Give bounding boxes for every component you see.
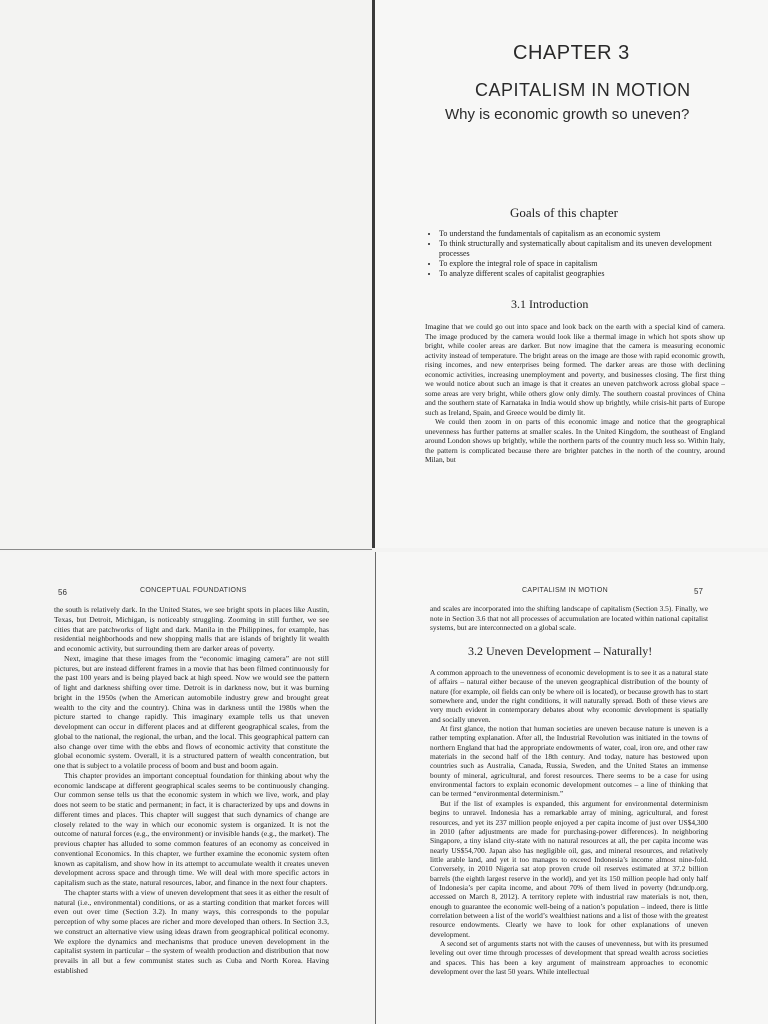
paragraph: But if the list of examples is expanded, this argument for environmental determinism begins to unravel. Indonesia has a remarkable array of mining, agricultural, and forest resources, and yet its 237 million people enjoyed a per capita income of just over US$4,300 in 2010 (after adjustments are made for purchasing-power differences). In neighboring Singapore, a tiny island city-state with no natural resources at all, the per capita income was nearly US$54,700. Japan also has negligible oil, gas, and mineral resources, and relatively little arable land, and yet it too manages to exceed Indonesia’s income almost nine-fold. Conversely, in 2010 Nigeria sat atop proven crude oil reserves estimated at 37.2 billion barrels (the eighth largest reserve in the world), and yet its 150 million people had only half of Indonesia’s per capita income, and about 70% of them lived in poverty (hdr.undp.org, accessed on March 8, 2012). A territory replete with industrial raw materials is not, then, enough to guarantee the economic well-being of a nation’s population – indeed, there is little correlation between a list of the world’s wealthiest nations and a list of those with the greatest resource endowments. Clearly we have to look for other explanations of uneven development. (430, 798, 708, 939)
page-number: 56 (58, 588, 67, 597)
section-heading-uneven-development: 3.2 Uneven Development – Naturally! (468, 644, 653, 658)
running-head: CAPITALISM IN MOTION (522, 587, 608, 594)
section-heading-introduction: 3.1 Introduction (511, 297, 589, 311)
chapter-opener-page (375, 0, 768, 548)
page-57 (376, 552, 768, 1024)
page-number: 57 (694, 587, 703, 596)
paragraph: the south is relatively dark. In the United States, we see bright spots in places like Austin, Texas, but Detroit, Michigan, is noticeably struggling. Zooming in still further, we see cities that are patchworks of light and dark. Manila in the Philippines, for example, has residential neighborhoods and new shopping malls that are islands of brightly lit wealth and economic activity, but surrounding them are darker areas of poverty. (54, 605, 329, 653)
page-57-intro (430, 604, 708, 633)
goals-item: • To explore the integral role of space in capitalism (439, 259, 739, 269)
paragraph: This chapter provides an important conceptual foundation for thinking about why the economic landscape at different geographical scales seems to be continuously changing. Our common sense tells us that the economic system in which we live, work, and play does not seem to be static and permanent; in fact, it is characterized by ups and downs in different times and places. This chapter will suggest that such dynamics of change are closely related to the way in which our economic system is organized. It is not the outcome of natural forces (e.g., the environment) or invisible hands (e.g., the market). The previous chapter has alluded to some common features of an economy as conceived in conventional Economics. In this chapter, we further examine the economic system often known as capitalism, and show how in its attempt to accumulate wealth it creates uneven development across space and through time. We will deal with more specific actors in capitalism such as the state, natural resources, labor, and finance in the next four chapters. (54, 770, 329, 887)
chapter-number: CHAPTER 3 (513, 42, 630, 64)
goals-item: • To think structurally and systematically about capitalism and its uneven development processes (439, 239, 739, 259)
chapter-title: CAPITALISM IN MOTION (475, 80, 691, 100)
page-divider-line (0, 549, 372, 550)
paragraph: A second set of arguments starts not with the causes of unevenness, but with its presumed leveling out over time through processes of development that spread wealth across societies and spaces. This has been a key argument of mainstream approaches to economic development over the last 50 years. While intellectual (430, 938, 708, 976)
introduction-body (425, 322, 725, 465)
page-56-body (54, 605, 329, 976)
paragraph: A common approach to the unevenness of economic development is to see it as a natural state of affairs – natural either because of the uneven geographical distribution of the bounty of nature (for example, oil fields can only be where oil is located), or because growth has to start somewhere and, under the right conditions, it will naturally spread. Both of these views are very much evident in contemporary debates about why economic development is spatially and socially uneven. (430, 668, 708, 724)
paragraph: At first glance, the notion that human societies are uneven because nature is uneven is a rather tempting explanation. After all, the Industrial Revolution was initiated in the towns of northern England that had the appropriate endowments of water, coal, iron ore, and other raw materials in the second half of the 18th century. And today, nature has bestowed upon countries such as Australia, Canada, Russia, Sweden, and the United States an immense bounty of mineral, agricultural, and forest resources. There seems to be a case for using environmental factors to explain economic development outcomes – a line of thinking that can be termed “environmental determinism.” (430, 724, 708, 799)
goals-item: • To analyze different scales of capitalist geographies (439, 269, 739, 279)
goals-item: • To understand the fundamentals of capitalism as an economic system (439, 229, 739, 239)
page-57-body (430, 668, 708, 976)
paragraph: and scales are incorporated into the shifting landscape of capitalism (Section 3.5). Finally, we note in Section 3.6 that not all processes of accumulation are located within national capitalist systems, but are interconnected on a global scale. (430, 604, 708, 632)
paragraph: Imagine that we could go out into space and look back on the earth with a special kind of camera. The image produced by the camera would look like a thermal image in which hot spots show up bright, while cooler areas are darker. But now imagine that the camera is measuring economic activity instead of temperature. The bright areas on the image are those with rapid economic growth, rising incomes, and new enterprises being formed. The darker areas are those with declining economic activities, increasing unemployment and poverty, and businesses closing. The first thing we would notice about such an image is that it creates an uneven patchwork across global space – some areas are very bright, while others glow only dimly. The southern coastal provinces of China and the southern state of Karnataka in India would show up brightly, while crisis-hit parts of Europe such as Ireland, Spain, and Greece would be dimly lit. (425, 322, 725, 417)
goals-title: Goals of this chapter (510, 205, 618, 220)
goals-list (425, 229, 739, 279)
paragraph: We could then zoom in on parts of this economic image and notice that the geographical unevenness has further patterns at smaller scales. In the United Kingdom, the southeast of England around London shows up brightly, while the northern parts of the country much less so. Within Italy, the pattern is complicated because there are brighter patches in the north of the country, around Milan, but (425, 417, 725, 464)
chapter-subtitle: Why is economic growth so uneven? (445, 106, 690, 123)
paragraph: The chapter starts with a view of uneven development that sees it as either the result of natural (i.e., environmental) conditions, or as a starting condition that market forces will even out over time (Section 3.2). In many ways, this corresponds to the popular perception of why some places are richer and more developed than others. In Section 3.3, we construct an alternative view using ideas drawn from geographical political economy. We explore the dynamics and mechanisms that produce uneven development in the capitalist system in particular – the system of wealth production and distribution that now prevails in all but a few communist states such as Cuba and North Korea. Having established (54, 887, 329, 975)
paragraph: Next, imagine that these images from the “economic imaging camera” are not still pictures, but are instead different frames in a movie that has been filmed continuously for the past 100 years and is being played back at high speed. Now we would see the pattern of light and darkness shifting over time. Detroit is in darkness now, but it was burning bright in the 1950s (when the American automobile industry grew and brought great wealth to the city and the country). China was in darkness until the 1980s when the picture started to change rapidly. This imaginary example tells us that uneven development can occur in different places and at different geographical scales, from the global to the national, the regional, the urban, and the local. This geographical pattern can also change over time with the ebbs and flows of economic activity that constitute the global economic system. Overall, it is a structured pattern of wealth concentration, but one that is subject to a volatile process of boom and bust and boom again. (54, 653, 329, 770)
running-head: CONCEPTUAL FOUNDATIONS (140, 587, 247, 594)
